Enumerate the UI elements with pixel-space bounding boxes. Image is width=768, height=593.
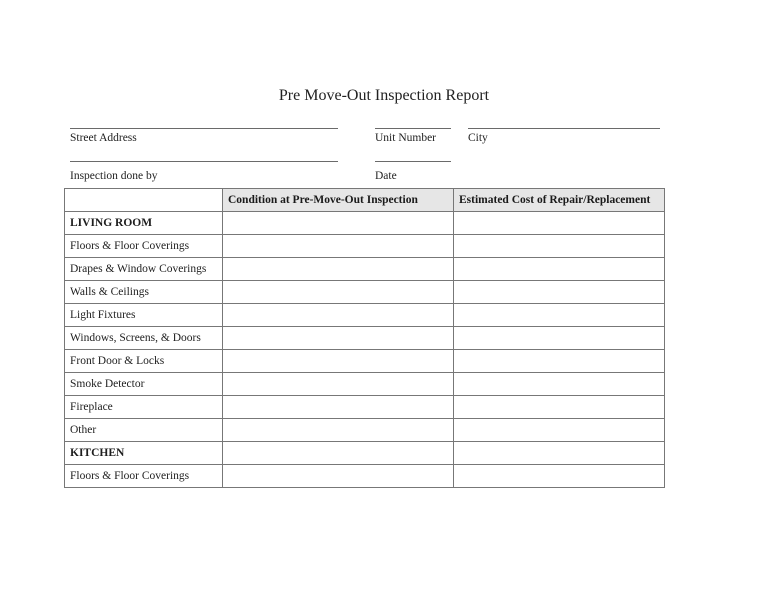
unit-number-field[interactable] — [375, 128, 451, 129]
header-estimated-cost: Estimated Cost of Repair/Replacement — [454, 189, 665, 212]
row-label: Walls & Ceilings — [65, 281, 223, 304]
row-label: Smoke Detector — [65, 373, 223, 396]
condition-cell[interactable] — [223, 235, 454, 258]
cost-cell[interactable] — [454, 327, 665, 350]
row-label: Fireplace — [65, 396, 223, 419]
cost-cell[interactable] — [454, 419, 665, 442]
section-heading-living-room: LIVING ROOM — [65, 212, 223, 235]
table-row — [65, 281, 665, 304]
page-title: Pre Move-Out Inspection Report — [278, 87, 490, 104]
row-label: Front Door & Locks — [65, 350, 223, 373]
condition-cell[interactable] — [223, 396, 454, 419]
header-condition: Condition at Pre-Move-Out Inspection — [223, 189, 454, 212]
row-label: Other — [65, 419, 223, 442]
cost-cell[interactable] — [454, 442, 665, 465]
row-label: Light Fixtures — [65, 304, 223, 327]
table-row — [65, 327, 665, 350]
cost-cell[interactable] — [454, 396, 665, 419]
inspection-table — [64, 188, 665, 488]
street-address-label: Street Address — [70, 132, 137, 144]
condition-cell[interactable] — [223, 281, 454, 304]
header-item — [65, 189, 223, 212]
condition-cell[interactable] — [223, 350, 454, 373]
table-row — [65, 212, 665, 235]
table-row — [65, 350, 665, 373]
cost-cell[interactable] — [454, 350, 665, 373]
street-address-field[interactable] — [70, 128, 338, 129]
city-field[interactable] — [468, 128, 660, 129]
cost-cell[interactable] — [454, 281, 665, 304]
table-header-row — [65, 189, 665, 212]
table-row — [65, 304, 665, 327]
city-label: City — [468, 132, 488, 144]
condition-cell[interactable] — [223, 258, 454, 281]
row-label: Floors & Floor Coverings — [65, 235, 223, 258]
cost-cell[interactable] — [454, 304, 665, 327]
table-row — [65, 396, 665, 419]
date-label: Date — [375, 170, 397, 182]
cost-cell[interactable] — [454, 373, 665, 396]
section-heading-kitchen: KITCHEN — [65, 442, 223, 465]
table-row — [65, 465, 665, 488]
condition-cell[interactable] — [223, 465, 454, 488]
inspection-done-by-field[interactable] — [70, 161, 338, 162]
cost-cell[interactable] — [454, 235, 665, 258]
condition-cell[interactable] — [223, 212, 454, 235]
row-label: Floors & Floor Coverings — [65, 465, 223, 488]
inspection-done-by-label: Inspection done by — [70, 170, 158, 182]
cost-cell[interactable] — [454, 212, 665, 235]
condition-cell[interactable] — [223, 419, 454, 442]
condition-cell[interactable] — [223, 442, 454, 465]
unit-number-label: Unit Number — [375, 132, 437, 144]
table-row — [65, 235, 665, 258]
row-label: Windows, Screens, & Doors — [65, 327, 223, 350]
condition-cell[interactable] — [223, 327, 454, 350]
cost-cell[interactable] — [454, 258, 665, 281]
cost-cell[interactable] — [454, 465, 665, 488]
date-field[interactable] — [375, 161, 451, 162]
row-label: Drapes & Window Coverings — [65, 258, 223, 281]
condition-cell[interactable] — [223, 373, 454, 396]
table-row — [65, 258, 665, 281]
table-row — [65, 419, 665, 442]
table-row — [65, 442, 665, 465]
condition-cell[interactable] — [223, 304, 454, 327]
table-row — [65, 373, 665, 396]
